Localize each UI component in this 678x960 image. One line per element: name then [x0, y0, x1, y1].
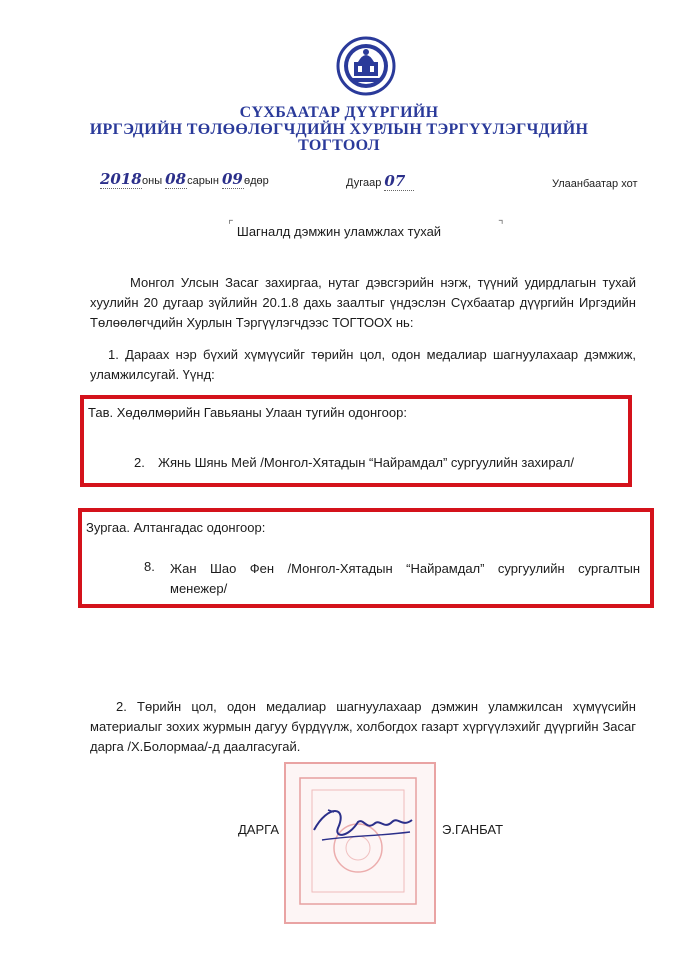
subject-corner-right: ⌝ [498, 218, 504, 232]
state-emblem-icon [336, 36, 396, 96]
date-year-suffix: оны [142, 175, 163, 187]
date-field [100, 170, 280, 189]
document-number-value: 07 [384, 172, 406, 190]
preamble-paragraph: Монгол Улсын Засаг захиргаа, нутаг дэвсгэрийн нэгж, түүний удирдлагын тухай хуулийн 20 дугаар зүйлийн 20.1.8 дахь заалтыг үндэслэн Сүхбаатар дүүргийн Иргэдийн Төлөөлөгчдийн Хурлын Тэргүүлэгчдээс ТОГТООХ нь: [90, 275, 636, 330]
award-entry-number-1: 2. [134, 455, 145, 470]
document-number [346, 172, 414, 191]
resolution-item-1: 1. Дараах нэр бүхий хүмүүсийг төрийн цол, одон медалиар шагнуулахаар дэмжиж, уламжилсугай. Үүнд: [90, 347, 636, 382]
handwritten-signature [308, 800, 420, 848]
date-day-suffix: өдөр [243, 175, 269, 187]
date-day: 09 [221, 170, 243, 188]
signatory-name: Э.ГАНБАТ [442, 822, 504, 837]
header-line-2: ИРГЭДИЙН ТӨЛӨӨЛӨГЧДИЙН ХУРЛЫН ТЭРГҮҮЛЭГЧДИЙН [89, 121, 589, 138]
location-text: Улаанбаатар хот [552, 178, 638, 190]
date-year: 2018 [100, 170, 142, 188]
date-month: 08 [165, 170, 187, 188]
subject-corner-left: ⌜ [228, 218, 234, 232]
award-recipient-1: Жянь Шянь Мей /Монгол-Хятадын “Найрамдал” сургуулийн захирал/ [158, 455, 574, 470]
award-title-2: Зургаа. Алтангадас одонгоор: [86, 520, 266, 535]
document-type-title: ТОГТООЛ [298, 137, 380, 154]
header-line-1: СҮХБААТАР ДҮҮРГИЙН [239, 104, 439, 121]
date-month-suffix: сарын [187, 175, 219, 187]
award-title-1: Тав. Хөдөлмөрийн Гавьяаны Улаан тугийн одонгоор: [88, 405, 407, 420]
highlight-box-1 [80, 395, 632, 487]
signatory-role: ДАРГА [238, 822, 279, 837]
document-number-label: Дугаар [346, 177, 382, 189]
award-entry-number-2: 8. [144, 559, 155, 574]
award-recipient-2: Жан Шао Фен /Монгол-Хятадын “Найрамдал” сургуулийн сургалтын менежер/ [170, 561, 640, 596]
resolution-item-2: 2. Төрийн цол, одон медалиар шагнуулахаар дэмжин уламжилсан хүмүүсийн материалыг зохих журмын дагуу бүрдүүлж, холбогдох газарт хүргүүлэхийг дүүргийн Засаг дарга /Х.Болормаа/-д даалгасугай. [90, 699, 636, 754]
highlight-box-2 [78, 508, 654, 608]
subject-title: Шагналд дэмжин уламжлах тухай [236, 224, 442, 239]
